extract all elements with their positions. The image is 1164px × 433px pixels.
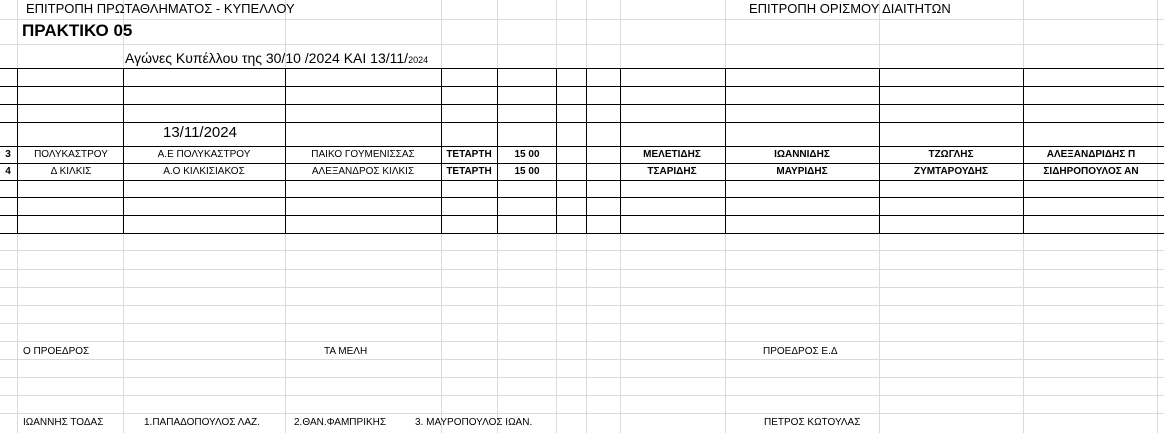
match-day: ΤΕΤΑΡΤΗ — [446, 149, 492, 160]
table-column-border — [556, 68, 557, 234]
match-date: 13/11/2024 — [163, 124, 237, 141]
match-day: ΤΕΤΑΡΤΗ — [446, 166, 492, 177]
table-row-border — [0, 146, 1164, 147]
member-2-name: 2.ΘΑΝ.ΦΑΜΠΡΙΚΗΣ — [294, 417, 387, 428]
match-time: 15 00 — [514, 149, 540, 160]
grid-row-line — [0, 341, 1164, 342]
match-home-team: Α.Ε ΠΟΛΥΚΑΣΤΡΟΥ — [157, 149, 251, 160]
grid-row-line — [0, 323, 1164, 324]
match-home-team: Α.Ο ΚΙΛΚΙΣΙΑΚΟΣ — [163, 166, 245, 177]
match-assistant-2: ΤΖΩΓΛΗΣ — [928, 149, 974, 160]
grid-row-line — [0, 413, 1164, 414]
member-3-name: 3. ΜΑΥΡΟΠΟΥΛΟΣ ΙΩΑΝ. — [415, 417, 533, 428]
match-away-team: ΑΛΕΞΑΝΔΡΟΣ ΚΙΛΚΙΣ — [311, 166, 415, 177]
match-observer: ΑΛΕΞΑΝΔΡΙΔΗΣ Π — [1046, 149, 1136, 160]
table-column-border — [441, 68, 442, 234]
match-number: 3 — [5, 149, 11, 160]
members-label: ΤΑ ΜΕΛΗ — [324, 346, 368, 357]
table-column-border — [123, 68, 124, 234]
grid-row-line — [0, 250, 1164, 251]
match-assistant-2: ΖΥΜΤΑΡΟΥΔΗΣ — [913, 166, 989, 177]
table-column-border — [620, 68, 621, 234]
subtitle-year: 2024 — [408, 55, 429, 65]
grid-row-line — [0, 305, 1164, 306]
grid-row-line — [0, 395, 1164, 396]
table-column-border — [497, 68, 498, 234]
match-number: 4 — [5, 166, 11, 177]
committee-left-title: ΕΠΙΤΡΟΠΗ ΠΡΩΤΑΘΛΗΜΑΤΟΣ - ΚΥΠΕΛΛΟΥ — [26, 1, 295, 16]
table-row-border — [0, 233, 1164, 234]
table-row-border — [0, 215, 1164, 216]
referee-committee-president-name: ΠΕΤΡΟΣ ΚΩΤΟΥΛΑΣ — [764, 417, 861, 428]
table-column-border — [17, 68, 18, 234]
match-venue: ΠΟΛΥΚΑΣΤΡΟΥ — [34, 149, 108, 160]
page-title: ΠΡΑΚΤΙΚΟ 05 — [22, 21, 133, 40]
grid-row-line — [0, 287, 1164, 288]
table-row-border — [0, 86, 1164, 87]
match-time: 15 00 — [514, 166, 540, 177]
table-column-border — [285, 68, 286, 234]
member-1-name: 1.ΠΑΠΑΔΟΠΟΥΛΟΣ ΛΑΖ. — [144, 417, 260, 428]
table-row-border — [0, 68, 1164, 69]
grid-row-line — [0, 269, 1164, 270]
grid-row-line — [0, 359, 1164, 360]
table-column-border — [879, 68, 880, 234]
table-row-border — [0, 180, 1164, 181]
grid-column-line — [1157, 0, 1158, 433]
president-name: ΙΩΑΝΝΗΣ ΤΟΔΑΣ — [23, 417, 104, 428]
subtitle-main: Αγώνες Κυπέλλου της 30/10 /2024 ΚΑΙ 13/11/ — [125, 50, 409, 66]
match-away-team: ΠΑΙΚΟ ΓΟΥΜΕΝΙΣΣΑΣ — [311, 149, 415, 160]
grid-row-line — [0, 377, 1164, 378]
match-assistant-1: ΙΩΑΝΝΙΔΗΣ — [774, 149, 830, 160]
table-row-border — [0, 163, 1164, 164]
match-venue: Δ ΚΙΛΚΙΣ — [50, 166, 92, 177]
match-referee: ΤΣΑΡΙΔΗΣ — [647, 166, 697, 177]
table-row-border — [0, 197, 1164, 198]
subtitle — [125, 51, 428, 67]
table-column-border — [1023, 68, 1024, 234]
grid-row-line — [0, 19, 1164, 20]
match-observer: ΣΙΔΗΡΟΠΟΥΛΟΣ ΑΝ — [1043, 166, 1139, 177]
match-assistant-1: ΜΑΥΡΙΔΗΣ — [776, 166, 828, 177]
referee-committee-president-label: ΠΡΟΕΔΡΟΣ Ε.Δ — [763, 346, 838, 357]
table-row-border — [0, 104, 1164, 105]
table-column-border — [725, 68, 726, 234]
president-label: Ο ΠΡΟΕΔΡΟΣ — [23, 346, 90, 357]
table-column-border — [586, 68, 587, 234]
table-row-border — [0, 122, 1164, 123]
committee-right-title: ΕΠΙΤΡΟΠΗ ΟΡΙΣΜΟΥ ΔΙΑΙΤΗΤΩΝ — [749, 1, 951, 16]
match-referee: ΜΕΛΕΤΙΔΗΣ — [643, 149, 701, 160]
grid-row-line — [0, 44, 1164, 45]
